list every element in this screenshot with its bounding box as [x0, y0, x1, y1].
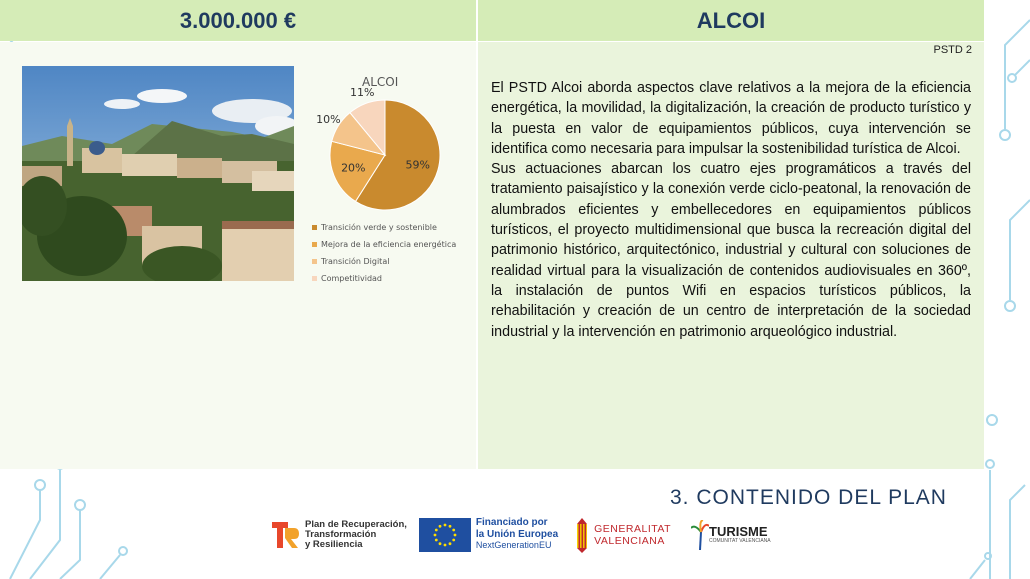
- legend-label: Transición verde y sostenible: [321, 223, 437, 232]
- chart-title: ALCOI: [362, 75, 399, 89]
- description-text: [491, 78, 971, 342]
- amount-header: [0, 0, 477, 41]
- alcoi-town-photo: [22, 66, 294, 281]
- pie-data-label: 20%: [341, 161, 366, 175]
- generalitat-logo: [574, 516, 671, 554]
- legend-label: Mejora de la eficiencia energética: [321, 240, 457, 249]
- section-title: 3. CONTENIDO DEL PLAN: [670, 486, 947, 509]
- legend-item: [312, 219, 456, 236]
- city-header: [478, 0, 984, 41]
- legend-swatch: [312, 276, 317, 281]
- eu-line-3: NextGenerationEU: [475, 540, 552, 551]
- legend-swatch: [312, 242, 317, 247]
- eu-funding-logo: [419, 517, 558, 552]
- recovery-line-3: y Resiliencia: [305, 538, 363, 550]
- tr-logo-icon: [270, 518, 300, 552]
- turisme-logo: [691, 520, 771, 550]
- chart-legend: [312, 219, 456, 287]
- generalitat-shield-icon: [574, 516, 590, 554]
- description-paragraph-2: Sus actuaciones abarcan los cuatro ejes programáticos a través del tratamiento paisajístico y la conexión verde ciclo-peatonal, la renovación de alumbrados eficientes y embellecedores en equipamientos públicos turísticos, el proyecto multidimensional que busca la recreación digital del patrimonio histórico, arquitectónico, industrial y cultural con soluciones de realidad virtual para la visualización de contenidos audiovisuales en 360º, la instalación de puntos Wifi en espacios turísticos públicos, la rehabilitación y creación de un centro de interpretación de la sociedad industrial y la intervención en patrimonio arqueológico industrial.: [491, 161, 971, 340]
- legend-label: Transición Digital: [321, 257, 390, 266]
- pstd-tag: PSTD 2: [933, 44, 972, 56]
- legend-swatch: [312, 259, 317, 264]
- legend-swatch: [312, 225, 317, 230]
- pie-data-label: 11%: [350, 85, 375, 99]
- legend-item: [312, 270, 456, 287]
- legend-label: Competitividad: [321, 274, 383, 283]
- recovery-plan-logo: [270, 518, 407, 552]
- pie-data-label: 10%: [316, 113, 341, 127]
- amount-value: 3.000.000 €: [179, 7, 297, 33]
- turisme-line-2: COMUNITAT VALENCIANA: [709, 537, 771, 544]
- pie-chart: [316, 85, 440, 210]
- description-paragraph-1: El PSTD Alcoi aborda aspectos clave relativos a la mejora de la eficiencia energética, la movilidad, la digitalización, la creación de producto turístico y la puesta en valor de equipamientos públicos, cuya intervención se identifica como necesaria para impulsar la sostenibilidad turística de Alcoi.: [491, 80, 971, 157]
- legend-item: [312, 253, 456, 270]
- description-panel: [478, 42, 984, 469]
- recovery-line-2: Transformación: [305, 528, 377, 540]
- eu-line-1: Financiado por: [475, 517, 548, 529]
- eu-line-2: la Unión Europea: [475, 528, 559, 540]
- city-name: ALCOI: [696, 7, 766, 33]
- recovery-line-1: Plan de Recuperación,: [305, 518, 407, 530]
- palm-icon: [691, 520, 709, 550]
- pie-data-label: 59%: [405, 158, 430, 172]
- funding-logos: [270, 512, 771, 557]
- eu-flag-icon: [419, 518, 471, 552]
- gva-line-1: GENERALITAT: [594, 522, 672, 535]
- turisme-line-1: TURISME: [709, 523, 768, 539]
- legend-item: [312, 236, 456, 253]
- gva-line-2: VALENCIANA: [594, 534, 665, 547]
